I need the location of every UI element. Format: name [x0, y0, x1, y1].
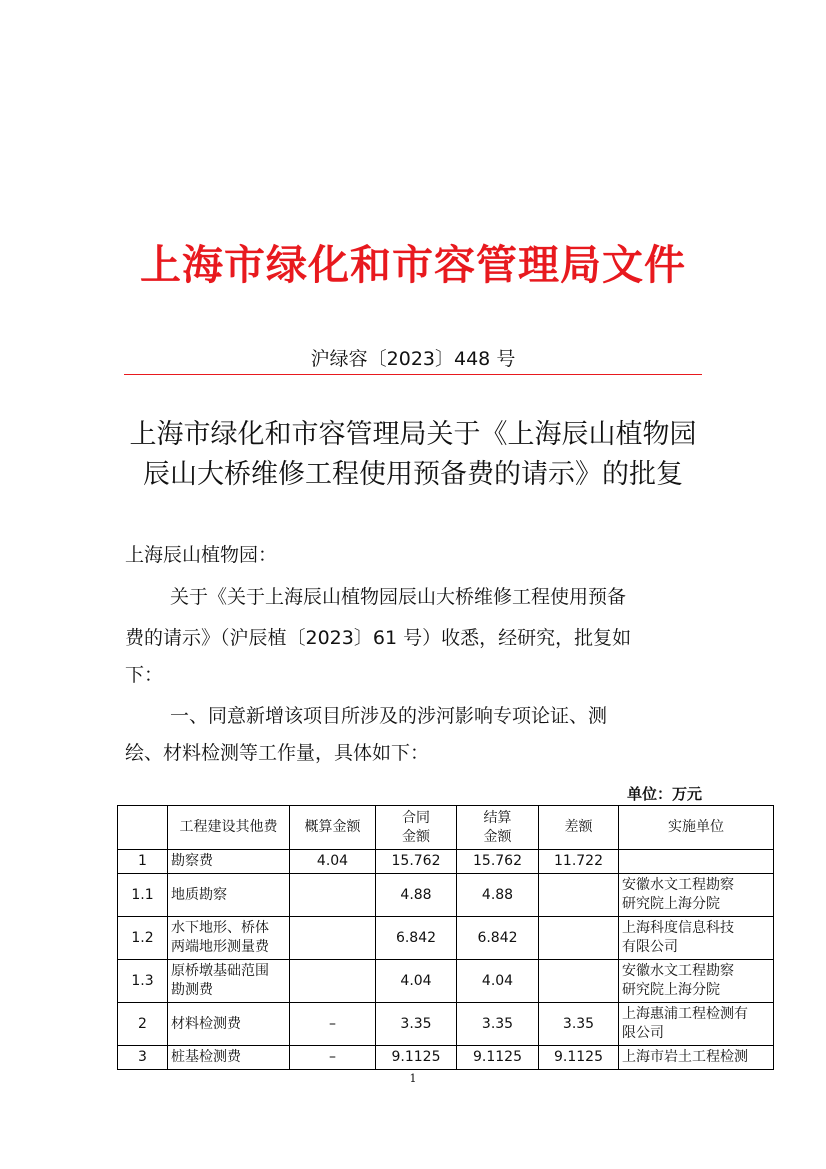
cell-unit [619, 874, 774, 917]
cell-item-line-1: 地质勘察 [171, 886, 227, 903]
cell-no: 1 [118, 850, 168, 874]
document-title-line-2: 辰山大桥维修工程使用预备费的请示》的批复 [143, 459, 683, 490]
paragraph-1-line-1: 关于《关于上海辰山植物园辰山大桥维修工程使用预备 [170, 586, 627, 608]
cell-unit-line-2: 有限公司 [622, 939, 678, 955]
cell-settlement: 9.1125 [457, 1046, 539, 1070]
cell-unit-line-2: 研究院上海分院 [622, 982, 720, 998]
cell-item-line-1: 桩基检测费 [171, 1049, 241, 1065]
cell-contract: 4.88 [376, 874, 457, 917]
document-title-line-1: 上海市绿化和市容管理局关于《上海辰山植物园 [129, 419, 697, 450]
header-unit: 实施单位 [619, 806, 774, 850]
recipient: 上海辰山植物园： [125, 544, 278, 566]
page-number: 1 [409, 1072, 417, 1085]
cell-settlement: 4.04 [457, 960, 539, 1003]
header-contract [376, 806, 457, 850]
header-estimate: 概算金额 [290, 806, 376, 850]
cell-unit-line-1: 安徽水文工程勘察 [622, 877, 734, 893]
cell-no: 1.2 [118, 917, 168, 960]
header-no [118, 806, 168, 850]
cell-settlement: 3.35 [457, 1003, 539, 1046]
header-contract-line-2: 金额 [402, 828, 430, 845]
paragraph-2-line-1: 一、同意新增该项目所涉及的涉河影响专项论证、测 [170, 705, 608, 727]
fee-table [117, 805, 774, 1070]
cell-settlement: 4.88 [457, 874, 539, 917]
org-title: 上海市绿化和市容管理局文件 [140, 241, 686, 289]
cell-settlement: 6.842 [457, 917, 539, 960]
table-header-row [118, 806, 774, 850]
cell-no: 2 [118, 1003, 168, 1046]
cell-estimate [290, 960, 376, 1003]
cell-no: 3 [118, 1046, 168, 1070]
cell-no: 1.1 [118, 874, 168, 917]
cell-diff [539, 917, 619, 960]
cell-diff: 11.722 [539, 850, 619, 874]
cell-unit-line-2: 限公司 [622, 1025, 664, 1041]
cell-unit [619, 850, 774, 874]
cell-contract: 9.1125 [376, 1046, 457, 1070]
cell-estimate: – [290, 1003, 376, 1046]
cell-unit-line-1: 安徽水文工程勘察 [622, 963, 734, 979]
cell-item [168, 1003, 290, 1046]
cell-unit-line-1: 上海惠浦工程检测有 [622, 1006, 748, 1022]
cell-settlement: 15.762 [457, 850, 539, 874]
header-settlement-line-1: 结算 [483, 809, 512, 826]
table-row [118, 1046, 774, 1070]
cell-item [168, 874, 290, 917]
cell-contract: 6.842 [376, 917, 457, 960]
cell-estimate: – [290, 1046, 376, 1070]
cell-item-line-1: 材料检测费 [171, 1015, 241, 1032]
cell-item-line-2: 两端地形测量费 [171, 939, 269, 955]
cell-unit [619, 1046, 774, 1070]
cell-diff: 9.1125 [539, 1046, 619, 1070]
table-row [118, 917, 774, 960]
table-row [118, 960, 774, 1003]
cell-unit [619, 917, 774, 960]
cell-contract: 3.35 [376, 1003, 457, 1046]
cell-diff: 3.35 [539, 1003, 619, 1046]
table-row [118, 1003, 774, 1046]
cell-item-line-2: 勘测费 [171, 982, 213, 998]
table-row [118, 874, 774, 917]
cell-item [168, 917, 290, 960]
cell-unit-line-1: 上海科度信息科技 [622, 920, 734, 936]
header-diff: 差额 [539, 806, 619, 850]
cell-item [168, 1046, 290, 1070]
cell-item-line-1: 原桥墩基础范围 [171, 963, 269, 979]
paragraph-1-line-3: 下： [125, 664, 164, 686]
cell-no: 1.3 [118, 960, 168, 1003]
header-item: 工程建设其他费 [168, 806, 290, 850]
header-settlement [457, 806, 539, 850]
cell-estimate [290, 917, 376, 960]
cell-diff [539, 874, 619, 917]
cell-unit-line-1: 上海市岩土工程检测 [622, 1049, 748, 1065]
table-row [118, 850, 774, 874]
cell-item [168, 850, 290, 874]
table-unit: 单位：万元 [626, 785, 702, 803]
cell-unit [619, 1003, 774, 1046]
cell-estimate: 4.04 [290, 850, 376, 874]
cell-unit [619, 960, 774, 1003]
cell-item [168, 960, 290, 1003]
cell-contract: 4.04 [376, 960, 457, 1003]
cell-item-line-1: 勘察费 [171, 853, 213, 869]
red-divider [124, 374, 702, 375]
header-contract-line-1: 合同 [402, 809, 430, 826]
cell-item-line-1: 水下地形、桥体 [171, 920, 269, 936]
cell-contract: 15.762 [376, 850, 457, 874]
document-number: 沪绿容〔2023〕448 号 [310, 348, 516, 370]
cell-diff [539, 960, 619, 1003]
paragraph-1-line-2: 费的请示》（沪辰植〔2023〕61 号）收悉，经研究，批复如 [125, 627, 632, 649]
paragraph-2-line-2: 绘、材料检测等工作量，具体如下： [125, 742, 430, 764]
cell-unit-line-2: 研究院上海分院 [622, 896, 720, 912]
header-settlement-line-2: 金额 [483, 828, 512, 845]
cell-estimate [290, 874, 376, 917]
